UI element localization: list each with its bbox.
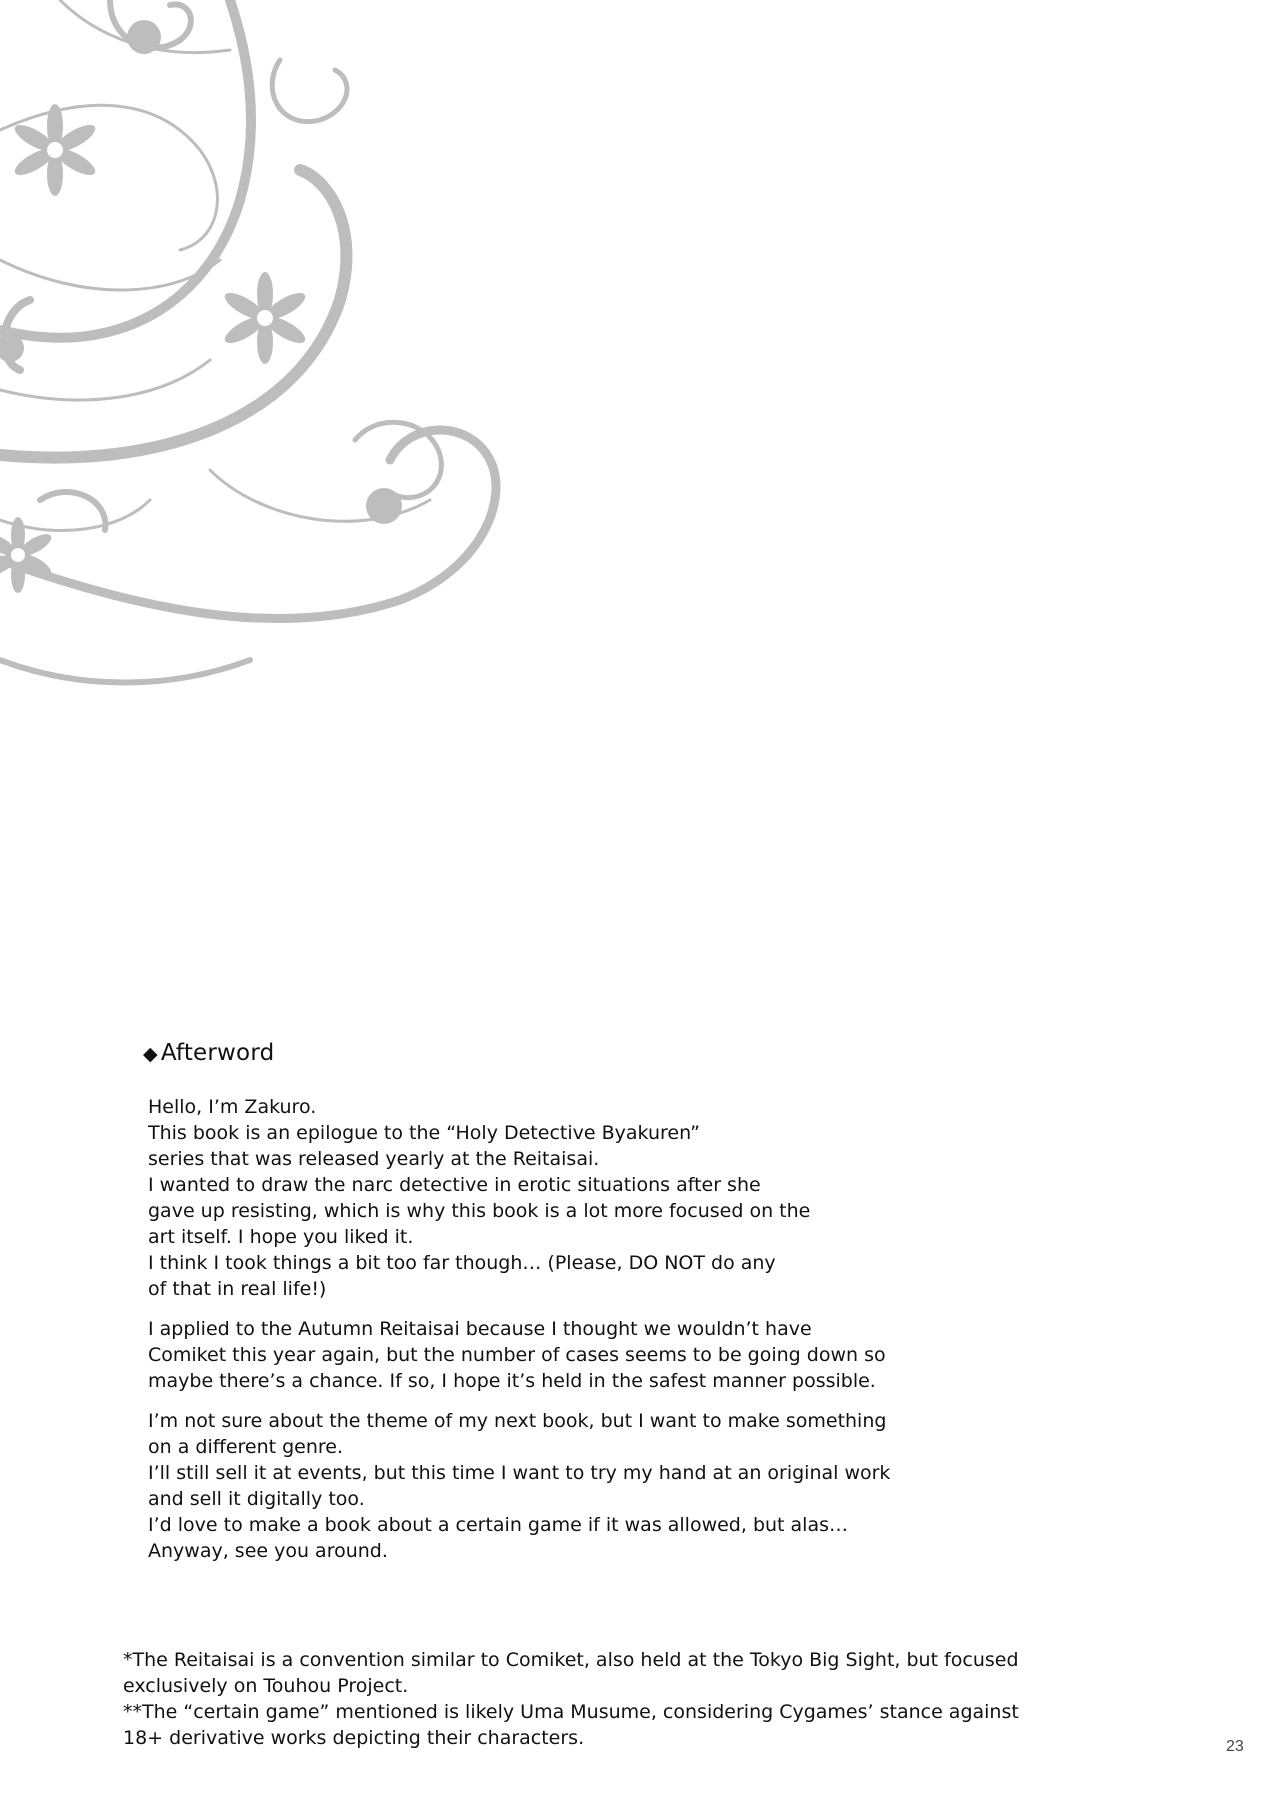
text-line: I’ll still sell it at events, but this time I want to try my hand at an original work	[148, 1462, 891, 1484]
afterword-section	[143, 1040, 963, 1578]
text-line: This book is an epilogue to the “Holy Detective Byakuren”	[148, 1122, 700, 1144]
afterword-title: Afterword	[160, 1040, 275, 1066]
text-line: of that in real life!)	[148, 1278, 327, 1300]
footnote-line: exclusively on Touhou Project.	[123, 1675, 409, 1697]
afterword-paragraph-2	[148, 1316, 963, 1394]
text-line: I’d love to make a book about a certain game if it was allowed, but alas…	[148, 1514, 849, 1536]
afterword-paragraph-1	[148, 1094, 963, 1302]
floral-ornament-icon	[0, 0, 520, 700]
text-line: art itself. I hope you liked it.	[148, 1226, 414, 1248]
afterword-heading	[143, 1040, 963, 1066]
text-line: I wanted to draw the narc detective in erotic situations after she	[148, 1174, 761, 1196]
text-line: Anyway, see you around.	[148, 1540, 388, 1562]
text-line: I think I took things a bit too far though… (Please, DO NOT do any	[148, 1252, 776, 1274]
afterword-paragraph-3	[148, 1408, 963, 1564]
footnote-line: *The Reitaisai is a convention similar to Comiket, also held at the Tokyo Big Sight, but focused	[123, 1649, 1019, 1671]
text-line: series that was released yearly at the Reitaisai.	[148, 1148, 600, 1170]
text-line: Hello, I’m Zakuro.	[148, 1096, 317, 1118]
text-line: on a different genre.	[148, 1436, 344, 1458]
footnote-line: 18+ derivative works depicting their characters.	[123, 1727, 585, 1749]
diamond-bullet-icon: ◆	[143, 1043, 158, 1065]
text-line: I applied to the Autumn Reitaisai because I thought we wouldn’t have	[148, 1318, 812, 1340]
footnote-line: **The “certain game” mentioned is likely Uma Musume, considering Cygames’ stance against	[123, 1701, 1019, 1723]
text-line: maybe there’s a chance. If so, I hope it’s held in the safest manner possible.	[148, 1370, 876, 1392]
text-line: and sell it digitally too.	[148, 1488, 365, 1510]
text-line: Comiket this year again, but the number of cases seems to be going down so	[148, 1344, 886, 1366]
footnotes	[123, 1647, 1083, 1751]
text-line: gave up resisting, which is why this book is a lot more focused on the	[148, 1200, 811, 1222]
page-number: 23	[1226, 1738, 1244, 1755]
text-line: I’m not sure about the theme of my next book, but I want to make something	[148, 1410, 887, 1432]
